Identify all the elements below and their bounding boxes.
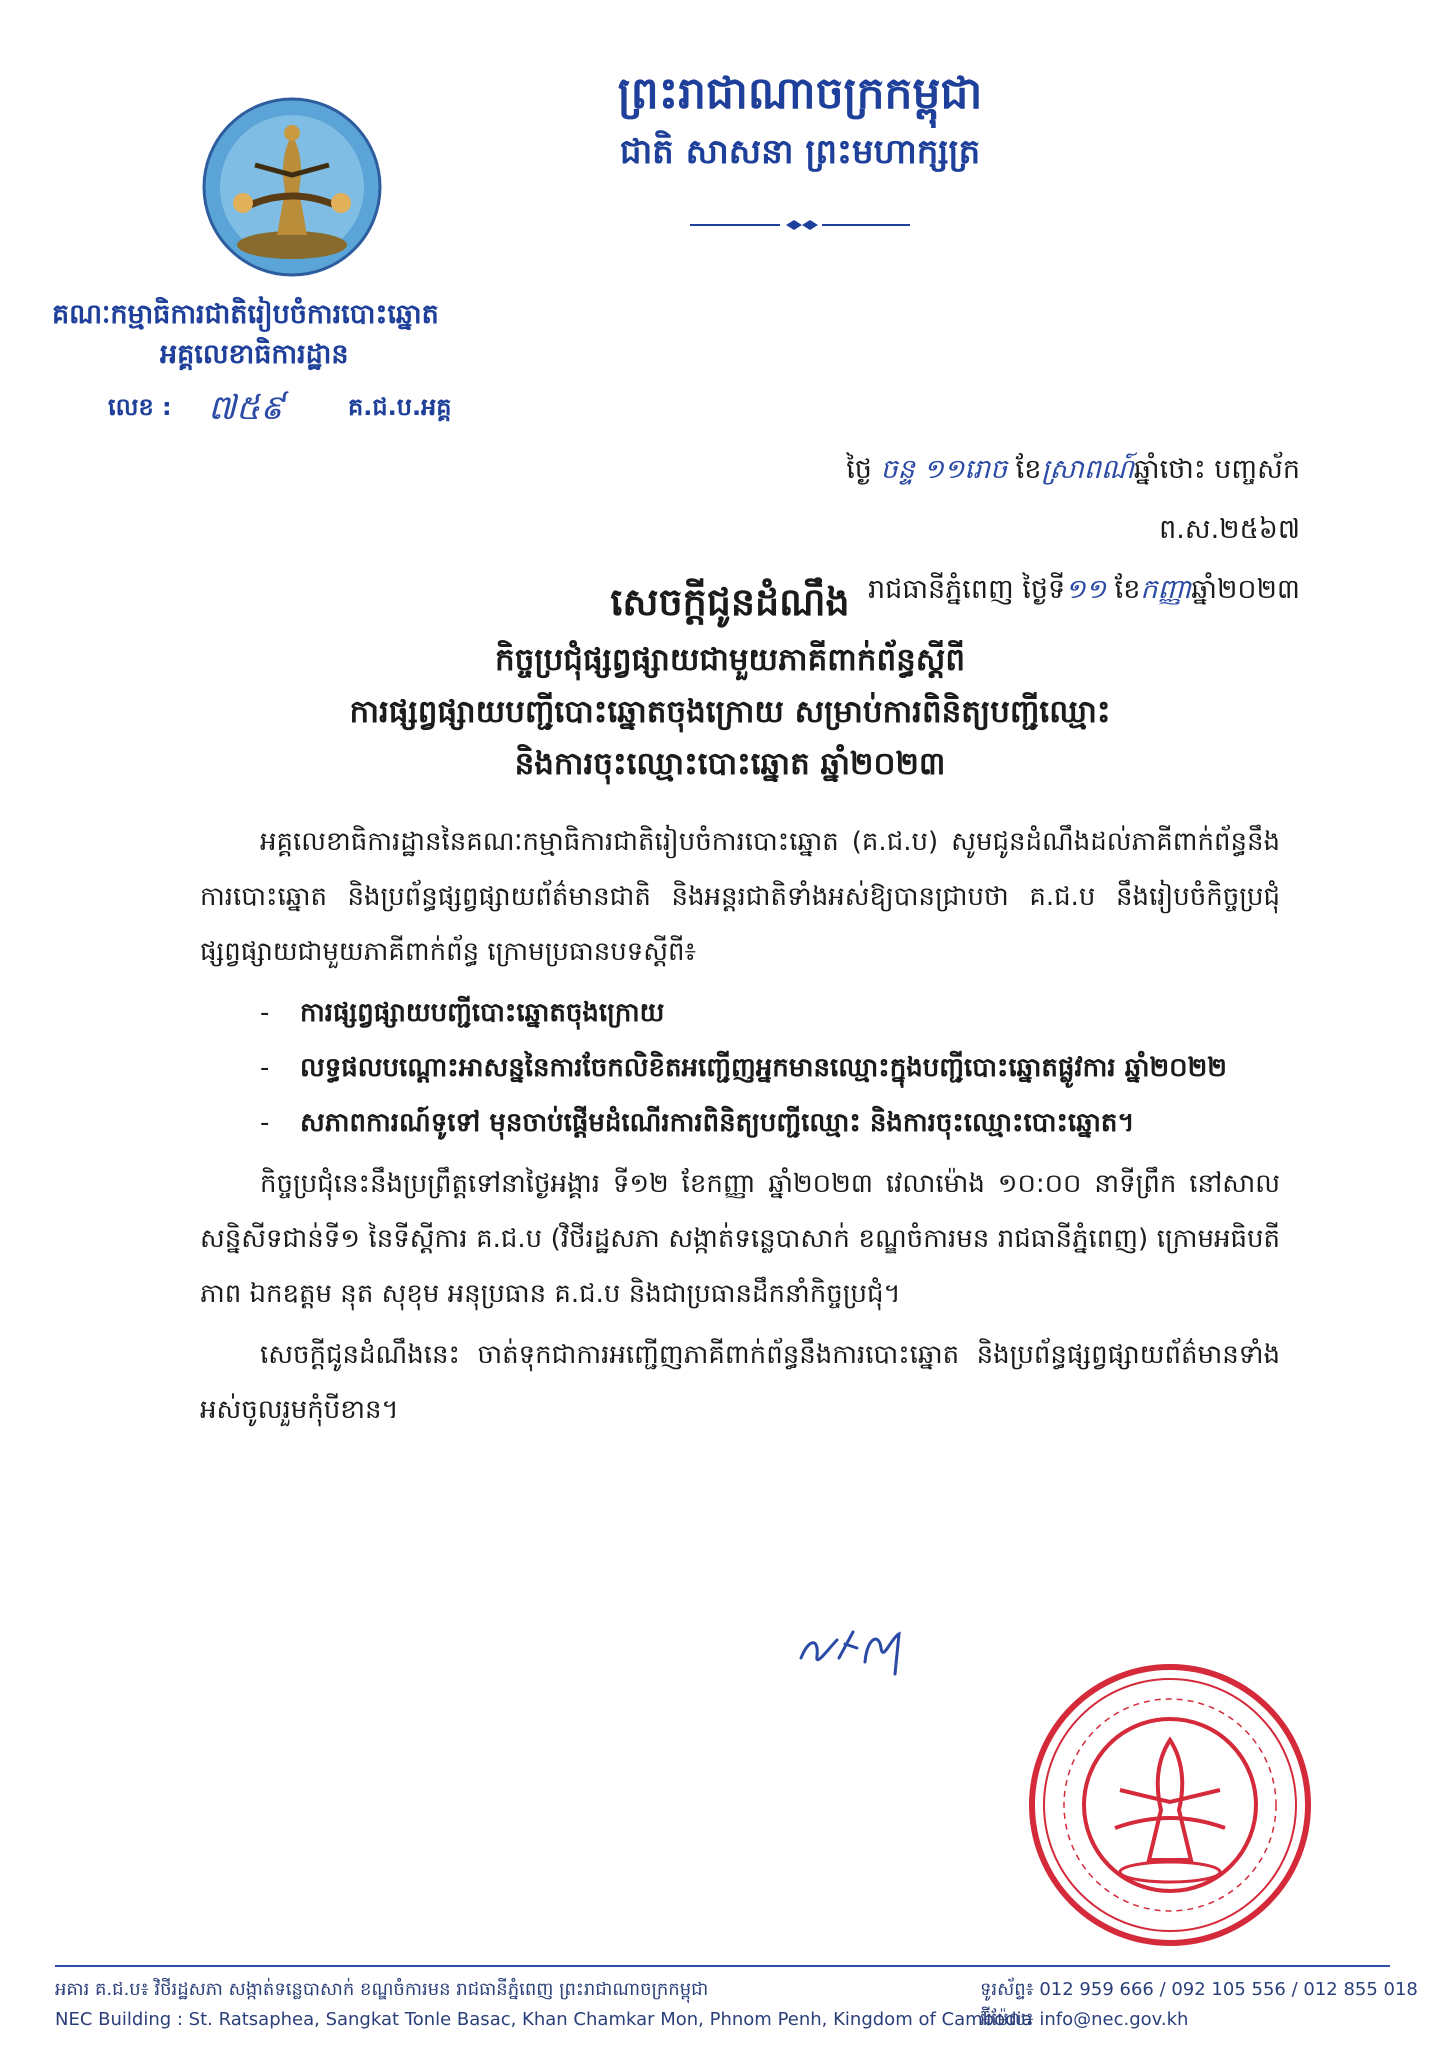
solar-month-label: ខែ [1114,574,1141,605]
body-paragraph-3: សេចក្តីជូនដំណឹងនេះ ចាត់ទុកជាការអញ្ជើញភាគីពាក់ព័ន្ធនឹងការបោះឆ្នោត និងប្រព័ន្ធផ្សព្វផ្សាយព័ត៌មានទាំងអស់ចូលរួមកុំបីខាន។ [200,1340,1280,1425]
notice-body [200,815,1280,1444]
footer-email: អ៊ីម៉ែល៖ info@nec.gov.kh [980,2009,1189,2030]
solar-day-handwritten: ១១ [1065,574,1107,605]
organization-name: គណៈកម្មាធិការជាតិរៀបចំការបោះឆ្នោត [52,299,439,330]
divider-ornament [690,218,910,232]
topic-item [260,1041,1280,1096]
bullet-dash: - [260,1053,270,1083]
lunar-date-prefix: ថ្ងៃ [846,454,872,485]
reference-number: ៧៥៩ [208,388,285,428]
footer-divider [55,1965,1390,1967]
lunar-month-label: ខែ [1015,454,1042,485]
kingdom-title: ព្រះរាជាណាចក្រកម្ពុជា [617,68,983,119]
body-paragraph-2: កិច្ចប្រជុំនេះនឹងប្រព្រឹត្តទៅនាថ្ងៃអង្គារ ទី១២ ខែកញ្ញា ឆ្នាំ២០២៣ វេលាម៉ោង ១០:០០ នាទីព្រឹក នៅសាលសន្និសីទជាន់ទី១ នៃទីស្តីការ គ.ជ.ប (វិថីរដ្ឋសភា សង្កាត់ទន្លេបាសាក់ ខណ្ឌចំការមន រាជធានីភ្នំពេញ) ក្រោមអធិបតីភាព ឯកឧត្តម នុត សុខុម អនុប្រធាន គ.ជ.ប និងជាប្រធានដឹកនាំកិច្ចប្រជុំ។ [200,1169,1280,1309]
solar-date-prefix: រាជធានីភ្នំពេញ ថ្ងៃទី [868,574,1066,605]
lunar-day-handwritten: ចន្ទ ១១រោច [880,454,1008,485]
kingdom-heading [520,62,1080,178]
lunar-date [700,440,1300,560]
reference-suffix: គ.ជ.ប.អគ្គ [348,393,452,421]
topic-text: សភាពការណ៍ទូទៅ មុនចាប់ផ្តើមដំណើរការពិនិត្យបញ្ជីឈ្មោះ និងការចុះឈ្មោះបោះឆ្នោត។ [300,1108,1135,1138]
organization-block [52,295,439,375]
bullet-dash: - [260,998,270,1028]
lunar-year: ឆ្នាំថោះ បញ្ចស័ក ព.ស.២៥៦៧ [1133,454,1300,545]
national-motto: ជាតិ សាសនា ព្រះមហាក្សត្រ [619,132,981,172]
reference-label: លេខ : [108,393,172,421]
solar-year: ឆ្នាំ២០២៣ [1191,574,1300,605]
official-seal [1025,1660,1315,1950]
department-name: អគ្គលេខាធិការដ្ឋាន [160,339,349,370]
nec-logo [195,95,390,280]
reference-line [108,388,488,432]
notice-titles [200,570,1260,790]
topic-item [260,1096,1280,1151]
solar-month-handwritten: កញ្ញា [1140,574,1192,605]
notice-title: សេចក្តីជូនដំណឹង [610,580,850,624]
notice-subtitle-1: កិច្ចប្រជុំផ្សព្វផ្សាយជាមួយភាគីពាក់ព័ន្ធស្តីពី [495,642,965,678]
notice-subtitle-2: ការផ្សព្វផ្សាយបញ្ជីបោះឆ្នោតចុងក្រោយ សម្រាប់ការពិនិត្យបញ្ជីឈ្មោះ [349,694,1111,730]
footer-address-en: NEC Building : St. Ratsaphea, Sangkat Tonle Basac, Khan Chamkar Mon, Phnom Penh, Kingdom of Cambodia [55,2009,1033,2030]
topic-item [260,986,1280,1041]
footer-phone: ទូរស័ព្ទ៖ 012 959 666 / 092 105 556 / 012 855 018 [980,1979,1418,2000]
topic-text: លទ្ធផលបណ្ដោះអាសន្ននៃការចែកលិខិតអញ្ជើញអ្នកមានឈ្មោះក្នុងបញ្ជីបោះឆ្នោតផ្លូវការ ឆ្នាំ២០២២ [300,1053,1227,1083]
handwritten-initials [795,1618,915,1678]
topic-text: ការផ្សព្វផ្សាយបញ្ជីបោះឆ្នោតចុងក្រោយ [300,998,665,1028]
bullet-dash: - [260,1108,270,1138]
body-paragraph-1: អគ្គលេខាធិការដ្ឋាននៃគណៈកម្មាធិការជាតិរៀបចំការបោះឆ្នោត (គ.ជ.ប) សូមជូនដំណឹងដល់ភាគីពាក់ព័ន្ធនឹងការបោះឆ្នោត និងប្រព័ន្ធផ្សព្វផ្សាយព័ត៌មានជាតិ និងអន្តរជាតិទាំងអស់ឱ្យបានជ្រាបថា គ.ជ.ប នឹងរៀបចំកិច្ចប្រជុំផ្សព្វផ្សាយជាមួយភាគីពាក់ព័ន្ធ ក្រោមប្រធានបទស្តីពី៖ [200,827,1280,967]
lunar-month-handwritten: ស្រាពណ៍ [1041,454,1134,485]
topic-list [200,986,1280,1151]
footer-address-kh: អគារ គ.ជ.ប៖ វិថីរដ្ឋសភា សង្កាត់ទន្លេបាសាក់ ខណ្ឌចំការមន រាជធានីភ្នំពេញ ព្រះរាជាណាចក្រកម្ពុជា [55,1979,709,2000]
notice-subtitle-3: និងការចុះឈ្មោះបោះឆ្នោត ឆ្នាំ២០២៣ [514,746,946,782]
